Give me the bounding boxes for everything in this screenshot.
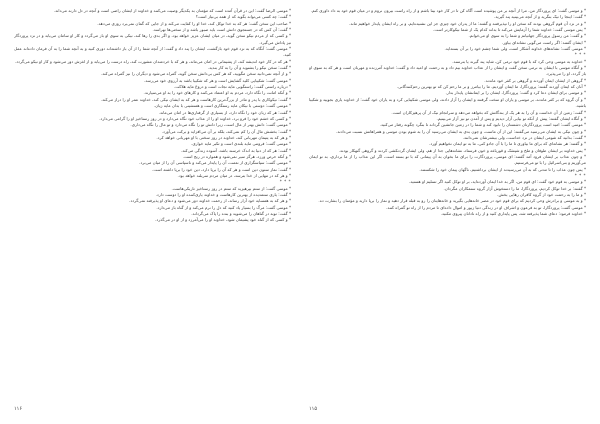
paragraph: * موسی گفت: دانش بهتر از مال است، زیرا دانش تو را نگاه می‌دارد و تو مال را نگاه می‌داری. [130, 122, 291, 128]
paragraph: * و موسی برای ایشان دعا کرد و گفت: پروردگارا، ایشان را بر ایمانشان پایدار بدار. [445, 90, 586, 96]
paragraph: * موسی گفت: دوستی با نیکان مایه رستگاری است و همنشینی با بدان مایه زیان. [153, 103, 291, 109]
paragraph: * گفت: اینجا را نیک بنگرید و از آنچه می‌بینید پند گیرید. [494, 14, 586, 20]
paragraph: * و در نزد آن قوم گروهی بودند که سخن او را نپذیرفتند و گفتند: ما از پدران خود چیزی جز این نشنیده‌ایم، و بر راه ایشان پایدار خواهیم ماند. [349, 20, 586, 26]
paragraph: * و موسی گفت: ای پروردگار من، مرا از آنچه بر من پوشیده است آگاه کن تا در کار خود بینا باشم و از راه راست بیرون نروم و در میان قوم خود به داد داوری کنم. [310, 8, 586, 13]
paragraph: * پس موسی گفت: خداوند شما را آزمایش می‌کند تا بداند کدام یک از شما نیکوکارتر است. [433, 27, 586, 33]
paragraph: * گفت: زمین از آن خداست و آن را به هر یک از بندگانش که بخواهد می‌دهد و سرانجام نیک از آن پرهیزکاران است. [391, 109, 586, 115]
paragraph: * خداوند فرمود: دعای شما پذیرفته شد، پس پایداری کنید و از راه نادانان پیروی مکنید. [440, 211, 586, 216]
paragraph: * و آن گروه که بر کفر ماندند، بر موسی و یاران او سخت گرفتند و ایشان را آزار دادند، ولی موسی شکیبایی کرد و به یاران خود گفت: از خداوند یاری بجویید و شکیبا باشید. [309, 96, 586, 109]
paragraph: * موسی گفت: مرگ را بسیار یاد کنید که دل را نرم می‌کند و از گناه باز می‌دارد. [156, 204, 291, 210]
paragraph: * پس چون عذاب را تا مدتی که به آن می‌رسیدند از ایشان برداشتیم، ناگهان پیمان خود را شکستند. [419, 166, 586, 172]
paragraph: * و آنکه حرص ورزد، هرگز سیر نمی‌شود و همواره در رنج است. [182, 153, 291, 159]
paragraph: * موسی گفت: نشانه‌های خداوند آشکار است، ولی شما چشم خود را بر آن بسته‌اید. [444, 46, 586, 52]
paragraph: * پس خداوند بر ایشان طوفان و ملخ و شپشک و قورباغه و خون فرستاد، نشانه‌هایی جدا از هم، ولی ایشان گردنکشی کردند و گروهی گنهکار بودند. [338, 147, 586, 153]
paragraph: * و هر که به همسایه خود آزار رساند، از رحمت خداوند دور می‌شود و دعای او پذیرفته نمی‌گردد. [129, 198, 291, 204]
left-page-text [14, 8, 291, 402]
paragraph: * موسی گفت: سپاسگزاری از نعمت، آن را پایدار می‌کند و ناسپاسی آن را از میان می‌برد. [139, 160, 291, 166]
paragraph: * گفت: چه کسی می‌تواند بگوید که از همه بی‌نیاز است؟ [195, 14, 291, 20]
left-page [14, 8, 291, 424]
paragraph: * موسی گفت: امید است پروردگارتان دشمنتان را نابود کند و شما را در زمین جانشین گرداند تا بنگرد چگونه رفتار می‌کنید. [379, 122, 586, 128]
paragraph: * و ما را به رحمت خود از گروه کافران رهایی بخش. [497, 191, 586, 197]
paragraph: * موسی الرضا گفت: این در قرآن آمده است که مؤمنان به یکدیگر وصیت می‌کنند و خداوند از ایشان راضی است و آنچه در دل دارند می‌داند. [53, 8, 291, 13]
paragraph: * موسی گفت: آنگاه که به نزد قوم خود بازگشت، ایشان را پند داد و گفت: از آنچه شما را از آن باز داشته‌اند دوری کنید و به آنچه شما را به آن فرمان داده‌اند عمل کنید. [14, 46, 291, 58]
paragraph: * * * [279, 179, 291, 185]
left-page-number: ۱۱۶ [14, 406, 23, 412]
paragraph: * و آنگاه ایشان گفتند: پیش از آنکه تو بیایی آزار دیدیم و پس از آمدن تو نیز آزار می‌بینیم. [436, 115, 586, 121]
paragraph: * گفت: هر که زبان خود را نگاه دارد، از بسیاری از گرفتاری‌ها در امان می‌ماند. [158, 109, 291, 115]
paragraph: * گفت: نماز ستون دین است و هر که آن را برپا دارد، دین خود را برپا داشته است. [152, 166, 291, 172]
paragraph: * آنان که ایمان آوردند گفتند: پروردگارا، ما ایمان آوردیم، ما را بیامرز و بر ما رحم کن که تو بهترین رحم‌کنندگانی. [396, 84, 586, 90]
paragraph: * موسی گفت: فروتنی مایه بلندی است و تکبر مایه خواری. [191, 141, 291, 147]
right-page-text [309, 8, 586, 402]
paragraph: * گروهی از ایشان ایمان آوردند و گروهی بر کفر خود ماندند. [484, 77, 586, 83]
paragraph: * گفتند: بر خدا توکل کردیم، پروردگارا، ما را دستخوش آزار گروه ستمکاران مگردان. [443, 185, 586, 191]
paragraph: * گفت: هر که از دنیا به اندک خرسند باشد، آسوده زندگی می‌کند. [180, 147, 291, 153]
paragraph: * و هر که در تنهایی از خدا بترسد، در میان مردم سربلند خواهد بود. [177, 172, 291, 178]
paragraph: * گفت: نیکوکاری با پدر و مادر از بزرگ‌ترین کارهاست و هر که به ایشان نیکی کند، خداوند عمر او را دراز می‌کند. [100, 96, 291, 102]
paragraph: * و آنگاه موسی با ایشان به نرمی سخن گفت و ایشان را از عذاب خداوند بیم داد و به رحمت او امید داد و گفت: خداوند آمرزنده و مهربان است و هر که به سوی او باز گردد، او را می‌پذیرد. [309, 65, 586, 77]
paragraph: * و گفت: من رسول پروردگار جهانیانم و شما را به سوی او می‌خوانم. [468, 33, 586, 39]
paragraph: * گفت: یاری ستمدیده از بهترین کارهاست و خداوند یاری‌کننده او را دوست دارد. [155, 191, 291, 197]
paragraph: * و چون نیکی به ایشان می‌رسید می‌گفتند: این از آن ماست، و چون بدی به ایشان می‌رسید آن را به شوم بودن موسی و همراهانش نسبت می‌دادند. [336, 128, 586, 134]
right-page-number: ۱۱۵ [309, 406, 318, 412]
paragraph: * * * [574, 52, 586, 58]
paragraph: * و موسی به قوم خود گفت: ای قوم من، اگر به خدا ایمان آورده‌اید، بر او توکل کنید اگر تسلیم او هستید. [408, 179, 586, 185]
paragraph: * هر که در کار خود اندیشه کند، از پشیمانی در امان می‌ماند، و هر که با خردمندان مشورت کند، راه درست را می‌یابد و از لغزش دور می‌شود و کار او نیکو می‌گردد. [14, 58, 291, 64]
paragraph: * خداوند به موسی وحی کرد که با قوم خود نرمی کن، شاید پند گیرند یا بترسند. [452, 58, 586, 64]
paragraph: * و گفتند: هر نشانه‌ای که برای ما بیاوری تا ما را با آن جادو کنی، ما به تو ایمان نخواهیم آورد. [429, 141, 586, 147]
paragraph: * موسی گفت: از ستم بپرهیزید که ستم در روز رستاخیز تاریکی‌هاست. [171, 185, 291, 191]
paragraph: * گفت: توبه در گناهان را می‌شوید و بنده را پاک می‌گرداند. [191, 211, 291, 216]
paragraph: * گفت: بخشش مال آن را کم نمی‌کند، بلکه بر آن می‌افزاید و برکت می‌آورد. [161, 128, 291, 134]
paragraph: * و کسی که از مردم نیکو سخن گوید، در میان ایشان عزیز خواهد بود، و اگر بدی را رها کند، نیکی به سوی او باز می‌گردد و کار او سامان می‌یابد و در نزد پروردگار نیز پاداش می‌گیرد. [14, 33, 291, 45]
paragraph: * و آنکه امانت را نگاه دارد، مردم به او اعتماد می‌کنند و کارهای خود را به او می‌سپارند. [143, 90, 291, 96]
right-page [309, 8, 586, 424]
paragraph: * و هر که به یتیمان مهربانی کند، خداوند در روز سختی با او مهربانی خواهد کرد. [156, 134, 291, 140]
paragraph: * ایشان گفتند: اگر راست می‌گویی نشانه‌ای بیاور. [501, 39, 586, 45]
paragraph: * موسی گفت: پروردگارا، تو به فرعون و اشراف او در زندگی دنیا زیور و اموال داده‌ای تا مردم را از راه تو گمراه کنند. [386, 204, 586, 210]
paragraph: * و از آنچه نمی‌دانید سخن مگویید، که هر کس بی‌دانش سخن گوید، گمراه می‌شود و دیگران را نیز گمراه می‌کند. [100, 71, 291, 77]
paragraph: * موسی گفت: شکیبایی کلید گشایش است و هر که شکیبا باشد به آرزوی خود می‌رسد. [143, 77, 291, 83]
paragraph: * درباره راستی گفت: راستگویی مایه نجات است و دروغ مایه هلاکت. [173, 84, 291, 90]
paragraph: * صاحب این سخن گفت: هر که به خدا توکل کند، خدا او را کفایت می‌کند و از جایی که گمان نمی‌برد روزی می‌دهد. [97, 20, 291, 26]
paragraph: * * * [574, 172, 586, 178]
paragraph: * و به موسی و برادرش وحی کردیم که برای قوم خود در مصر خانه‌هایی بگیرید و خانه‌هایتان را رو به قبله قرار دهید و نماز را برپا دارید و مؤمنان را بشارت ده. [318, 198, 586, 204]
paragraph: * و کسی که خشم خود را فرو برد، خداوند او را از عذاب خود نگاه می‌دارد و در روز رستاخیز او را گرامی می‌دارد. [99, 115, 291, 121]
paragraph: * گفت: بدانید که شومی ایشان در نزد خداست، ولی بیشترشان نمی‌دانند. [462, 134, 586, 140]
paragraph: * و چون عذاب بر ایشان فرود آمد گفتند: ای موسی، پروردگارت را برای ما بخوان به آن پیمانی که با تو بسته است، اگر این عذاب را از ما برداری، به تو ایمان می‌آوریم و بنی‌اسرائیل را با تو می‌فرستیم. [309, 153, 586, 166]
paragraph: * و کسی که از گناه خود پشیمان شود، خداوند او را می‌آمرزد و از او در می‌گذرد. [155, 217, 291, 223]
paragraph: * گفت: آن کس که در جستجوی دانش است باید صبور باشد و از سختی‌ها نهراسد. [152, 27, 291, 33]
paragraph: * گفت: سخن نیکو را بشنوید و آن را به کار بندید. [207, 65, 291, 71]
